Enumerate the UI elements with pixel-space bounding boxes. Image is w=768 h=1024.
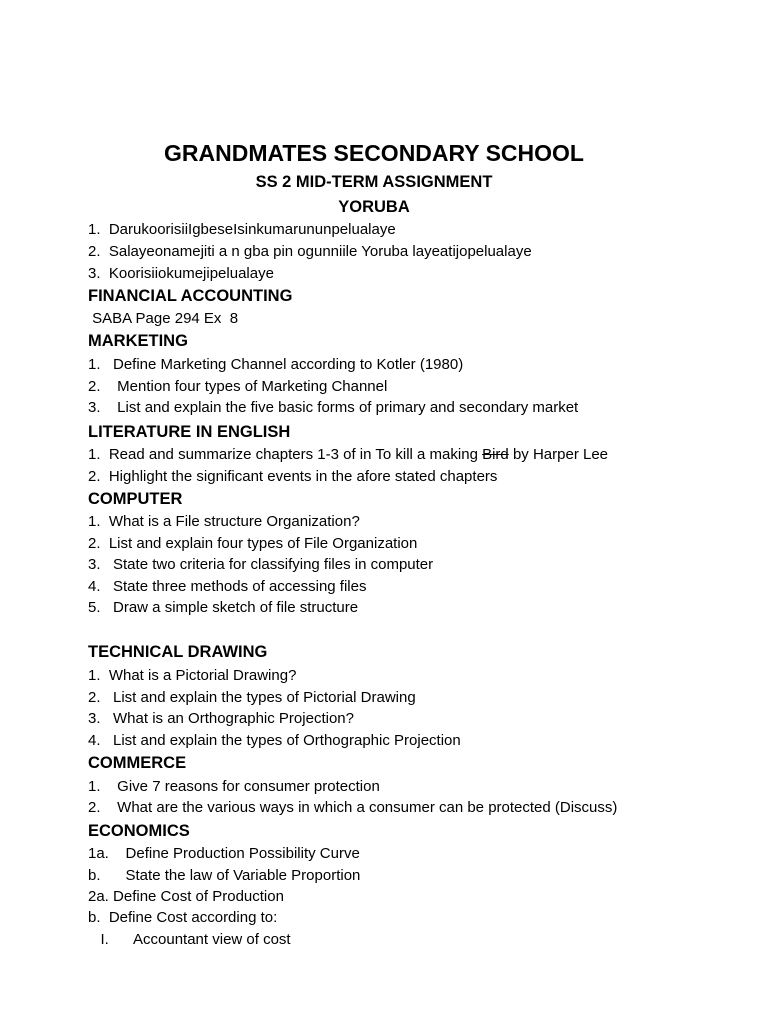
yoruba-item-2: 2. Salayeonamejiti a n gba pin ogunniile Yoruba layeatijopelualaye <box>88 243 532 260</box>
marketing-item-2: 2. Mention four types of Marketing Channel <box>88 378 388 395</box>
economics-heading: ECONOMICS <box>88 822 190 840</box>
yoruba-item-1: 1. DarukoorisiiIgbeseIsinkumarununpelualaye <box>88 221 396 238</box>
literature-heading: LITERATURE IN ENGLISH <box>88 423 291 441</box>
computer-heading: COMPUTER <box>88 490 183 508</box>
technical-drawing-item-3: 3. What is an Orthographic Projection? <box>88 710 354 727</box>
school-title: GRANDMATES SECONDARY SCHOOL <box>164 140 584 166</box>
marketing-item-3: 3. List and explain the five basic forms of primary and secondary market <box>88 399 579 416</box>
computer-item-2: 2. List and explain four types of File Organization <box>88 535 418 552</box>
technical-drawing-item-4: 4. List and explain the types of Orthographic Projection <box>88 732 461 749</box>
literature-item-2: 2. Highlight the significant events in the afore stated chapters <box>88 468 498 485</box>
economics-item-2a: 2a. Define Cost of Production <box>88 888 284 905</box>
economics-item-1b: b. State the law of Variable Proportion <box>88 867 361 884</box>
commerce-heading: COMMERCE <box>88 754 187 772</box>
assignment-title: SS 2 MID-TERM ASSIGNMENT <box>255 173 493 191</box>
literature-item-1 <box>88 446 608 464</box>
economics-item-1a: 1a. Define Production Possibility Curve <box>88 845 360 862</box>
marketing-heading: MARKETING <box>88 332 188 350</box>
yoruba-item-3: 3. Koorisiiokumejipelualaye <box>88 265 274 282</box>
commerce-item-1: 1. Give 7 reasons for consumer protection <box>88 778 380 795</box>
technical-drawing-item-2: 2. List and explain the types of Pictorial Drawing <box>88 689 416 706</box>
marketing-item-1: 1. Define Marketing Channel according to Kotler (1980) <box>88 356 464 373</box>
financial-accounting-heading: FINANCIAL ACCOUNTING <box>88 287 293 305</box>
struck-word: Bird <box>482 446 509 463</box>
literature-item-1-before: 1. Read and summarize chapters 1-3 of in To kill a making <box>88 446 483 463</box>
computer-item-1: 1. What is a File structure Organization? <box>88 513 360 530</box>
computer-item-3: 3. State two criteria for classifying files in computer <box>88 556 434 573</box>
economics-item-2b: b. Define Cost according to: <box>88 909 278 926</box>
computer-item-5: 5. Draw a simple sketch of file structure <box>88 599 359 616</box>
technical-drawing-heading: TECHNICAL DRAWING <box>88 643 268 661</box>
financial-accounting-item-1: SABA Page 294 Ex 8 <box>88 310 239 327</box>
technical-drawing-item-1: 1. What is a Pictorial Drawing? <box>88 667 297 684</box>
literature-item-1-after: by Harper Lee <box>508 446 609 463</box>
commerce-item-2: 2. What are the various ways in which a consumer can be protected (Discuss) <box>88 799 618 816</box>
yoruba-heading: YORUBA <box>338 198 410 216</box>
economics-item-2b-i: I. Accountant view of cost <box>88 931 291 948</box>
computer-item-4: 4. State three methods of accessing files <box>88 578 367 595</box>
